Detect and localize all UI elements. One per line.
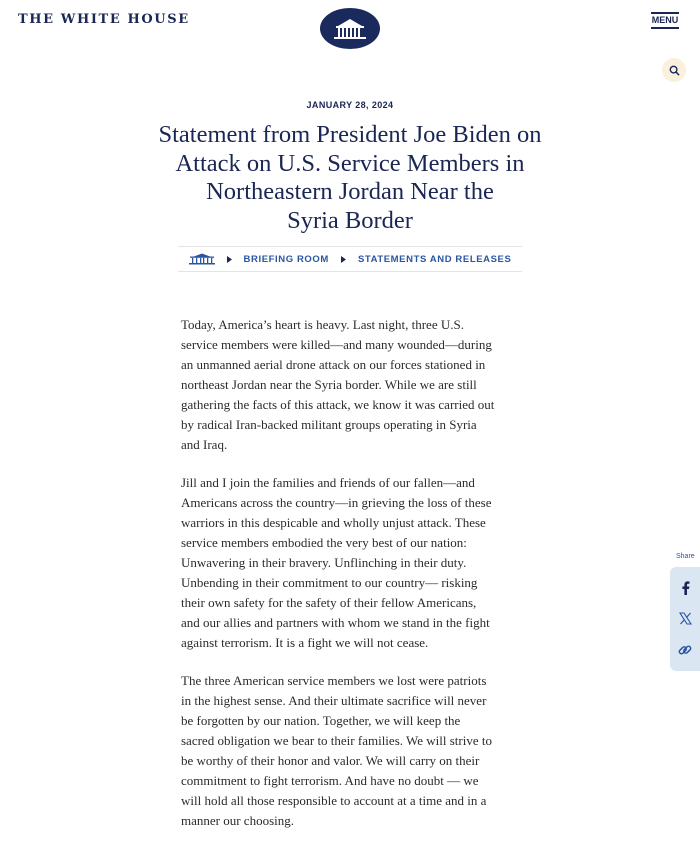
menu-button[interactable]: MENU: [651, 12, 679, 29]
search-button[interactable]: [662, 58, 686, 82]
paragraph-line: and our allies and partners with whom we stand in the fight: [181, 615, 490, 630]
chevron-right-icon: [341, 256, 346, 263]
share-x-button[interactable]: [675, 609, 695, 629]
share-bar: [670, 567, 700, 671]
breadcrumb: [178, 246, 522, 272]
breadcrumb-home-link[interactable]: [189, 253, 215, 265]
paragraph-line: Unwavering in their bravery. Unflinching in their duty.: [181, 555, 467, 570]
white-house-seal-icon[interactable]: [320, 8, 380, 49]
paragraph-line: be worthy of their honor and valor. We will carry on their: [181, 753, 480, 768]
paragraph-line: will hold all those responsible to account at a time and in a: [181, 793, 487, 808]
article-title: [140, 121, 560, 235]
breadcrumb-statements-and-releases[interactable]: STATEMENTS AND RELEASES: [357, 253, 512, 265]
paragraph-line: service members embodied the very best of our nation:: [181, 535, 467, 550]
paragraph-line: northeast Jordan near the Syria border. While we are still: [181, 377, 477, 392]
article-body: [181, 315, 526, 849]
paragraph-line: manner our choosing.: [181, 813, 295, 828]
paragraph-line: commitment to fight terrorism. And have no doubt — we: [181, 773, 479, 788]
white-house-icon: [189, 253, 215, 265]
paragraph-line: an unmanned aerial drone attack on our forces stationed in: [181, 357, 486, 372]
copy-link-icon: [678, 643, 692, 657]
paragraph-line: Today, America’s heart is heavy. Last night, three U.S.: [181, 317, 464, 332]
search-icon: [669, 65, 680, 76]
title-line: Syria Border: [287, 206, 413, 234]
title-line: Northeastern Jordan Near the: [206, 178, 494, 205]
share-label: Share: [676, 553, 695, 560]
x-icon: [679, 612, 692, 625]
article-date: JANUARY 28, 2024: [306, 100, 394, 110]
copy-link-button[interactable]: [675, 640, 695, 660]
paragraph-line: The three American service members we lost were patriots: [181, 673, 487, 688]
paragraph-line: against terrorism. It is a fight we will not cease.: [181, 635, 429, 650]
paragraph: [181, 671, 526, 831]
paragraph-line: be forgotten by our nation. Together, we will keep the: [181, 713, 461, 728]
paragraph-line: in the highest sense. And their ultimate sacrifice will never: [181, 693, 487, 708]
paragraph-line: Jill and I join the families and friends of our fallen—and: [181, 475, 475, 490]
site-title[interactable]: THE WHITE HOUSE: [18, 12, 190, 27]
paragraph-line: Americans across the country—in grieving the loss of these: [181, 495, 492, 510]
paragraph-line: service members were killed—and many wounded—during: [181, 337, 492, 352]
title-line: Attack on U.S. Service Members in: [175, 149, 525, 177]
breadcrumb-briefing-room[interactable]: BRIEFING ROOM: [243, 253, 329, 265]
chevron-right-icon: [227, 256, 232, 263]
share-facebook-button[interactable]: [675, 578, 695, 598]
paragraph-line: sacred obligation we bear to their families. We will strive to: [181, 733, 492, 748]
paragraph-line: warriors in this despicable and wholly unjust attack. These: [181, 515, 486, 530]
paragraph-line: their own safety for the safety of their fellow Americans,: [181, 595, 477, 610]
paragraph-line: by radical Iran-backed militant groups operating in Syria: [181, 417, 477, 432]
title-line: Statement from President Joe Biden on: [158, 121, 542, 148]
facebook-icon: [681, 581, 690, 595]
paragraph-line: gathering the facts of this attack, we know it was carried out: [181, 397, 495, 412]
paragraph: [181, 473, 526, 653]
paragraph-line: and Iraq.: [181, 437, 228, 452]
paragraph: [181, 315, 526, 455]
paragraph-line: Unbending in their commitment to our country— risking: [181, 575, 478, 590]
